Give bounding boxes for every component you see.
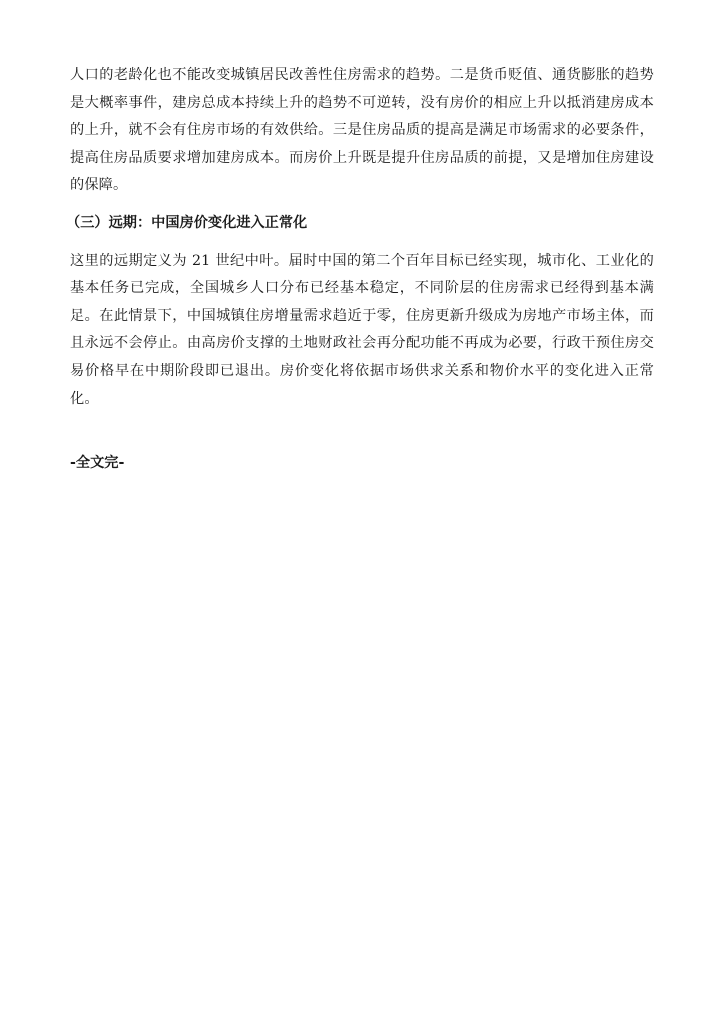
end-of-document-mark: -全文完- <box>70 455 125 472</box>
document-body <box>66 62 654 475</box>
paragraph-line: 是大概率事件，建房总成本持续上升的趋势不可逆转，没有房价的相应上升以抵消建房成本 <box>70 94 654 111</box>
paragraph-line: 足。在此情景下，中国城镇住房增量需求趋近于零，住房更新升级成为房地产市场主体，而 <box>70 307 654 324</box>
paragraph-line: 易价格早在中期阶段即已退出。房价变化将依据市场供求关系和物价水平的变化进入正常 <box>70 362 654 379</box>
paragraph-line: 提高住房品质要求增加建房成本。而房价上升既是提升住房品质的前提，又是增加住房建设 <box>70 149 654 166</box>
paragraph-line: 这里的远期定义为 21 世纪中叶。届时中国的第二个百年目标已经实现，城市化、工业化的 <box>70 252 654 269</box>
section-heading: （三）远期：中国房价变化进入正常化 <box>66 214 308 231</box>
paragraph-line: 的上升，就不会有住房市场的有效供给。三是住房品质的提高是满足市场需求的必要条件， <box>70 122 654 139</box>
paragraph-line: 人口的老龄化也不能改变城镇居民改善性住房需求的趋势。二是货币贬值、通货膨胀的趋势 <box>70 67 654 83</box>
paragraph-line: 的保障。 <box>70 177 128 194</box>
paragraph-line: 化。 <box>70 390 99 407</box>
paragraph-line: 且永远不会停止。由高房价支撑的土地财政社会再分配功能不再成为必要，行政干预住房交 <box>70 335 654 352</box>
paragraph-line: 基本任务已完成，全国城乡人口分布已经基本稳定，不同阶层的住房需求已经得到基本满 <box>70 280 654 297</box>
body-paragraph-2 <box>70 248 654 414</box>
body-paragraph-1 <box>70 62 654 200</box>
